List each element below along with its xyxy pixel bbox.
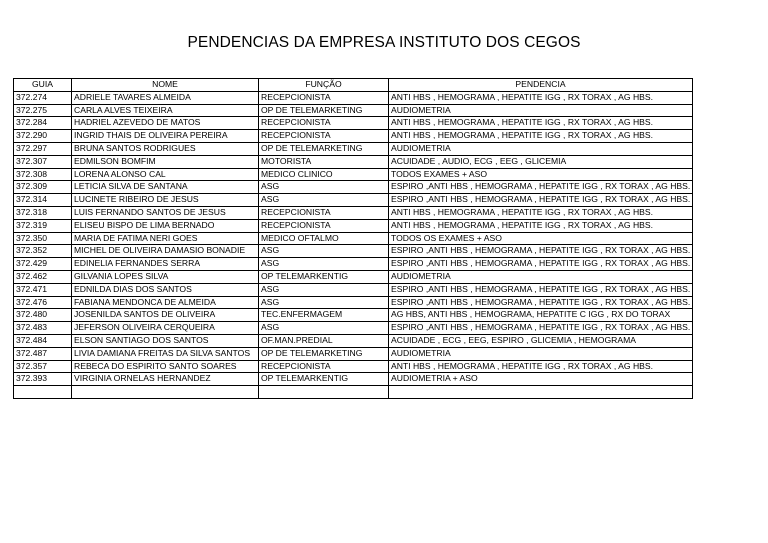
- cell-guia: 372.308: [14, 168, 72, 181]
- cell-guia: 372.352: [14, 245, 72, 258]
- cell-pendencia: TODOS EXAMES + ASO: [389, 168, 693, 181]
- table-row: [14, 322, 693, 335]
- header-nome: NOME: [72, 79, 259, 92]
- document-title: PENDENCIAS DA EMPRESA INSTITUTO DOS CEGOS: [187, 34, 581, 51]
- cell-guia: 372.309: [14, 181, 72, 194]
- cell-nome: BRUNA SANTOS RODRIGUES: [72, 142, 259, 155]
- cell-pendencia: ESPIRO ,ANTI HBS , HEMOGRAMA , HEPATITE IGG , RX TORAX , AG HBS.: [389, 258, 693, 271]
- table-row: [14, 334, 693, 347]
- cell-funcao: ASG: [259, 296, 389, 309]
- cell-guia: 372.476: [14, 296, 72, 309]
- cell-funcao: RECEPCIONISTA: [259, 206, 389, 219]
- cell-pendencia: ESPIRO ,ANTI HBS , HEMOGRAMA , HEPATITE IGG , RX TORAX , AG HBS.: [389, 245, 693, 258]
- cell-pendencia: ANTI HBS , HEMOGRAMA , HEPATITE IGG , RX TORAX , AG HBS.: [389, 219, 693, 232]
- cell-guia: 372.483: [14, 322, 72, 335]
- table-row: [14, 309, 693, 322]
- cell-guia: 372.274: [14, 91, 72, 104]
- table-header-row: [14, 79, 693, 92]
- table-row: [14, 360, 693, 373]
- cell-nome: LUIS FERNANDO SANTOS DE JESUS: [72, 206, 259, 219]
- cell-nome: JEFERSON OLIVEIRA CERQUEIRA: [72, 322, 259, 335]
- table-row: [14, 155, 693, 168]
- table-row: [14, 219, 693, 232]
- cell-funcao: ASG: [259, 283, 389, 296]
- cell-guia: 372.357: [14, 360, 72, 373]
- cell-funcao: RECEPCIONISTA: [259, 117, 389, 130]
- cell-nome: ELSON SANTIAGO DOS SANTOS: [72, 334, 259, 347]
- cell-guia: 372.471: [14, 283, 72, 296]
- cell-nome: LETICIA SILVA DE SANTANA: [72, 181, 259, 194]
- cell-nome: FABIANA MENDONCA DE ALMEIDA: [72, 296, 259, 309]
- cell-funcao: OP TELEMARKENTIG: [259, 270, 389, 283]
- table-row: [14, 347, 693, 360]
- cell-nome: HADRIEL AZEVEDO DE MATOS: [72, 117, 259, 130]
- cell-pendencia: [389, 386, 693, 399]
- header-guia: GUIA: [14, 79, 72, 92]
- table-row: [14, 91, 693, 104]
- cell-nome: MARIA DE FATIMA NERI GOES: [72, 232, 259, 245]
- table-row: [14, 104, 693, 117]
- cell-guia: 372.393: [14, 373, 72, 386]
- cell-funcao: ASG: [259, 258, 389, 271]
- table-row: [14, 296, 693, 309]
- cell-funcao: ASG: [259, 245, 389, 258]
- cell-pendencia: AUDIOMETRIA: [389, 104, 693, 117]
- cell-funcao: TEC.ENFERMAGEM: [259, 309, 389, 322]
- table-row: [14, 206, 693, 219]
- cell-pendencia: AUDIOMETRIA: [389, 270, 693, 283]
- table-row: [14, 245, 693, 258]
- cell-pendencia: AG HBS, ANTI HBS , HEMOGRAMA, HEPATITE C IGG , RX DO TORAX: [389, 309, 693, 322]
- cell-funcao: RECEPCIONISTA: [259, 91, 389, 104]
- cell-guia: 372.319: [14, 219, 72, 232]
- cell-funcao: OP TELEMARKENTIG: [259, 373, 389, 386]
- cell-nome: LUCINETE RIBEIRO DE JESUS: [72, 194, 259, 207]
- cell-nome: EDMILSON BOMFIM: [72, 155, 259, 168]
- cell-pendencia: ESPIRO ,ANTI HBS , HEMOGRAMA , HEPATITE IGG , RX TORAX , AG HBS.: [389, 296, 693, 309]
- cell-funcao: [259, 386, 389, 399]
- cell-pendencia: ANTI HBS , HEMOGRAMA , HEPATITE IGG , RX TORAX , AG HBS.: [389, 206, 693, 219]
- cell-funcao: RECEPCIONISTA: [259, 130, 389, 143]
- cell-funcao: OP DE TELEMARKETING: [259, 142, 389, 155]
- table-row: [14, 130, 693, 143]
- cell-pendencia: AUDIOMETRIA: [389, 347, 693, 360]
- cell-nome: JOSENILDA SANTOS DE OLIVEIRA: [72, 309, 259, 322]
- table-row: [14, 373, 693, 386]
- cell-pendencia: AUDIOMETRIA: [389, 142, 693, 155]
- cell-pendencia: ESPIRO ,ANTI HBS , HEMOGRAMA , HEPATITE IGG , RX TORAX , AG HBS.: [389, 194, 693, 207]
- cell-funcao: MOTORISTA: [259, 155, 389, 168]
- table-body: [14, 91, 693, 398]
- cell-funcao: ASG: [259, 194, 389, 207]
- cell-guia: 372.297: [14, 142, 72, 155]
- cell-nome: ELISEU BISPO DE LIMA BERNADO: [72, 219, 259, 232]
- cell-guia: 372.290: [14, 130, 72, 143]
- cell-nome: INGRID THAIS DE OLIVEIRA PEREIRA: [72, 130, 259, 143]
- cell-pendencia: ACUIDADE , AUDIO, ECG , EEG , GLICEMIA: [389, 155, 693, 168]
- table-row: [14, 283, 693, 296]
- cell-guia: 372.275: [14, 104, 72, 117]
- cell-nome: ADRIELE TAVARES ALMEIDA: [72, 91, 259, 104]
- cell-funcao: ASG: [259, 322, 389, 335]
- cell-funcao: OF.MAN.PREDIAL: [259, 334, 389, 347]
- cell-nome: VIRGINIA ORNELAS HERNANDEZ: [72, 373, 259, 386]
- cell-nome: MICHEL DE OLIVEIRA DAMASIO BONADIE: [72, 245, 259, 258]
- table-row: [14, 181, 693, 194]
- cell-nome: LIVIA DAMIANA FREITAS DA SILVA SANTOS: [72, 347, 259, 360]
- cell-nome: [72, 386, 259, 399]
- cell-guia: 372.318: [14, 206, 72, 219]
- cell-funcao: MEDICO CLINICO: [259, 168, 389, 181]
- cell-nome: LORENA ALONSO CAL: [72, 168, 259, 181]
- table-row: [14, 270, 693, 283]
- cell-pendencia: AUDIOMETRIA + ASO: [389, 373, 693, 386]
- cell-pendencia: ACUIDADE , ECG , EEG, ESPIRO , GLICEMIA , HEMOGRAMA: [389, 334, 693, 347]
- header-funcao: FUNÇÃO: [259, 79, 389, 92]
- cell-guia: 372.462: [14, 270, 72, 283]
- cell-guia: 372.284: [14, 117, 72, 130]
- cell-nome: REBECA DO ESPIRITO SANTO SOARES: [72, 360, 259, 373]
- cell-guia: 372.484: [14, 334, 72, 347]
- cell-pendencia: TODOS OS EXAMES + ASO: [389, 232, 693, 245]
- table-row: [14, 117, 693, 130]
- cell-guia: 372.429: [14, 258, 72, 271]
- cell-pendencia: ANTI HBS , HEMOGRAMA , HEPATITE IGG , RX TORAX , AG HBS.: [389, 360, 693, 373]
- cell-nome: EDINELIA FERNANDES SERRA: [72, 258, 259, 271]
- table-row: [14, 258, 693, 271]
- cell-funcao: MEDICO OFTALMO: [259, 232, 389, 245]
- cell-guia: 372.314: [14, 194, 72, 207]
- cell-funcao: OP DE TELEMARKETING: [259, 347, 389, 360]
- header-pendencia: PENDENCIA: [389, 79, 693, 92]
- cell-nome: EDNILDA DIAS DOS SANTOS: [72, 283, 259, 296]
- table-row: [14, 232, 693, 245]
- cell-guia: 372.350: [14, 232, 72, 245]
- cell-nome: GILVANIA LOPES SILVA: [72, 270, 259, 283]
- cell-pendencia: ESPIRO ,ANTI HBS , HEMOGRAMA , HEPATITE IGG , RX TORAX , AG HBS.: [389, 181, 693, 194]
- cell-funcao: RECEPCIONISTA: [259, 219, 389, 232]
- cell-guia: 372.307: [14, 155, 72, 168]
- cell-pendencia: ANTI HBS , HEMOGRAMA , HEPATITE IGG , RX TORAX , AG HBS.: [389, 130, 693, 143]
- cell-pendencia: ESPIRO ,ANTI HBS , HEMOGRAMA , HEPATITE IGG , RX TORAX , AG HBS.: [389, 322, 693, 335]
- cell-guia: 372.487: [14, 347, 72, 360]
- cell-pendencia: ESPIRO ,ANTI HBS , HEMOGRAMA , HEPATITE IGG , RX TORAX , AG HBS.: [389, 283, 693, 296]
- table-row: [14, 168, 693, 181]
- table-row: [14, 386, 693, 399]
- cell-funcao: RECEPCIONISTA: [259, 360, 389, 373]
- cell-pendencia: ANTI HBS , HEMOGRAMA , HEPATITE IGG , RX TORAX , AG HBS.: [389, 117, 693, 130]
- cell-funcao: OP DE TELEMARKETING: [259, 104, 389, 117]
- pendencias-table: [13, 78, 693, 399]
- cell-funcao: ASG: [259, 181, 389, 194]
- table-row: [14, 142, 693, 155]
- table-row: [14, 194, 693, 207]
- cell-guia: [14, 386, 72, 399]
- cell-pendencia: ANTI HBS , HEMOGRAMA , HEPATITE IGG , RX TORAX , AG HBS.: [389, 91, 693, 104]
- cell-nome: CARLA ALVES TEIXEIRA: [72, 104, 259, 117]
- cell-guia: 372.480: [14, 309, 72, 322]
